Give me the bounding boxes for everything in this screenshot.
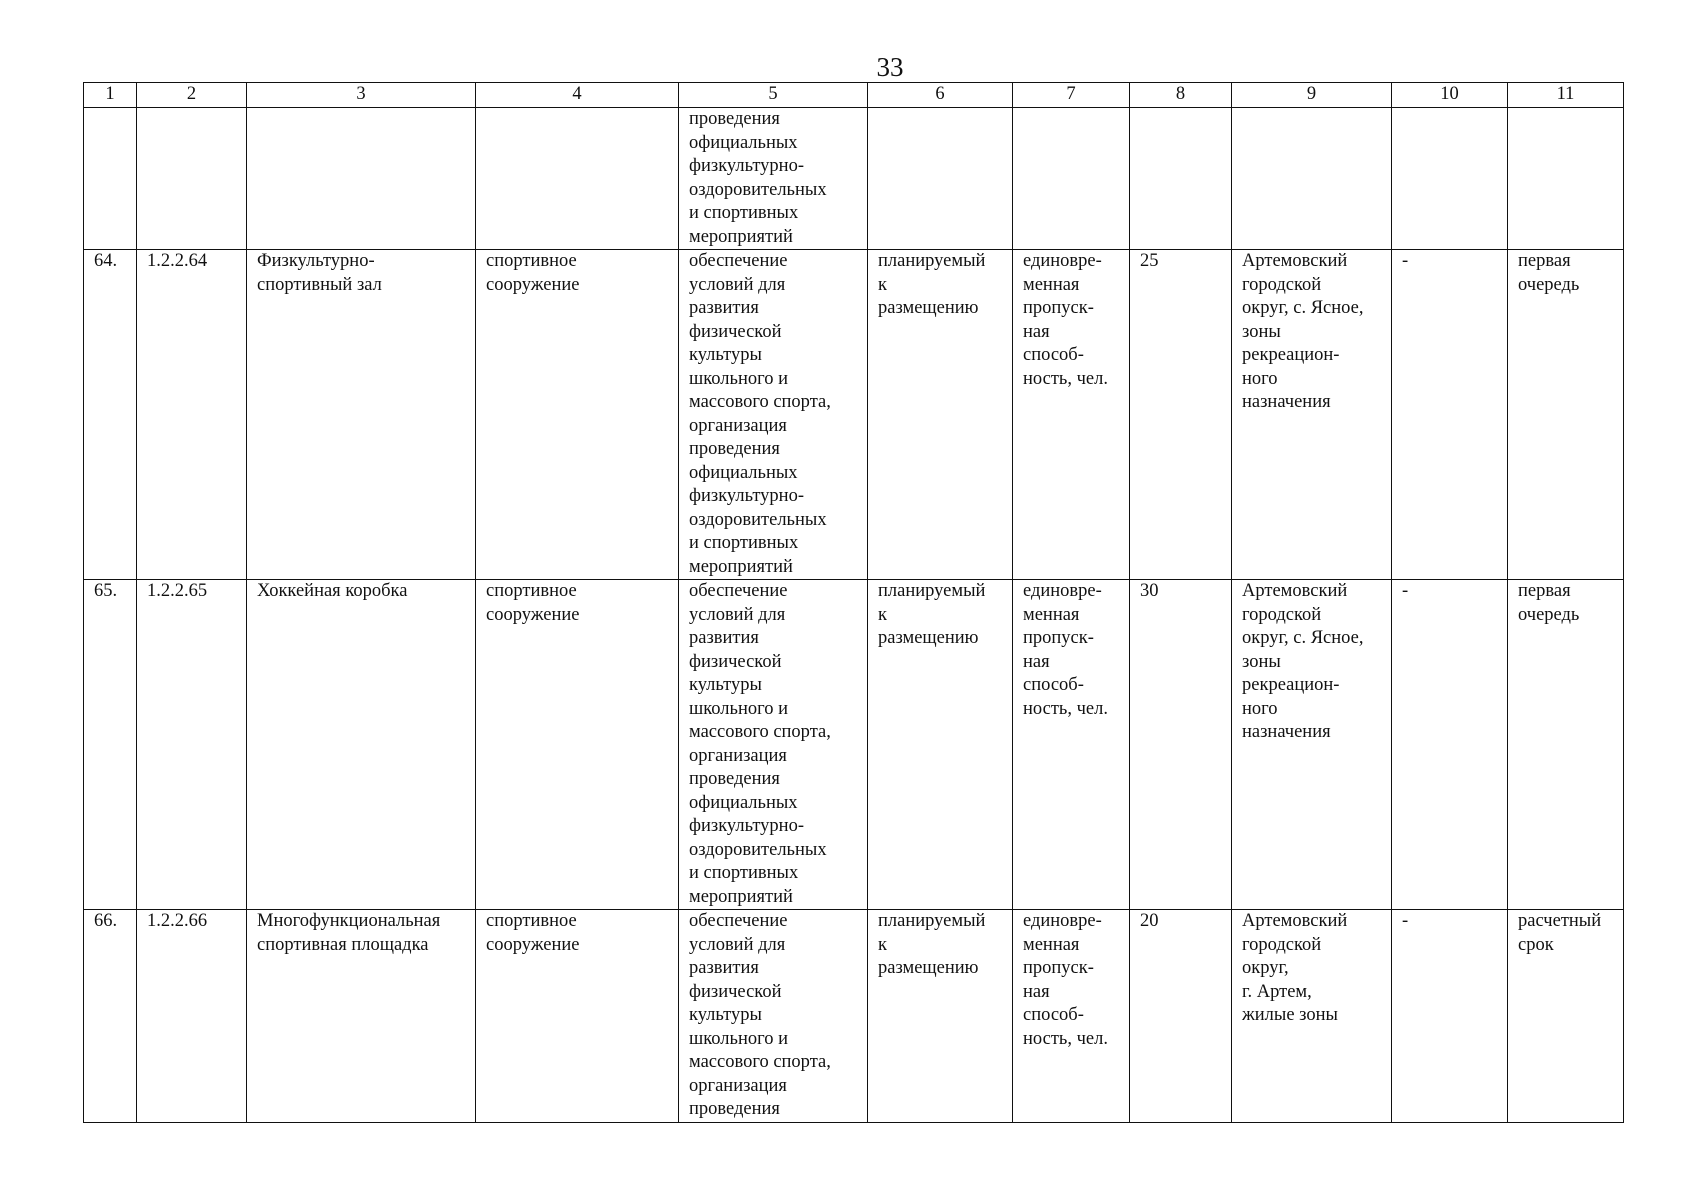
text-line: и спортивных bbox=[689, 203, 799, 223]
text-line: менная bbox=[1023, 934, 1080, 955]
column-number: 5 bbox=[679, 83, 868, 108]
empty-cell bbox=[1392, 108, 1508, 250]
continuation-row bbox=[84, 108, 1624, 250]
capacity-value: 20 bbox=[1130, 910, 1232, 1123]
column-number: 3 bbox=[247, 83, 476, 108]
text-line: культуры bbox=[689, 1005, 762, 1025]
text-line: пропуск- bbox=[1023, 628, 1094, 648]
text-line: единовре- bbox=[1023, 251, 1102, 271]
column-number: 6 bbox=[868, 83, 1013, 108]
text-line: городской bbox=[1242, 934, 1322, 955]
text-line: округ, с. Ясное, bbox=[1242, 628, 1364, 648]
text-line: жилые зоны bbox=[1242, 1005, 1338, 1025]
text-line: массового спорта, bbox=[689, 722, 831, 742]
text-line: условий для bbox=[689, 934, 786, 955]
text-line: физкультурно- bbox=[689, 486, 804, 506]
column-number: 7 bbox=[1013, 83, 1130, 108]
capacity-label bbox=[1013, 250, 1130, 580]
column-number: 10 bbox=[1392, 83, 1508, 108]
text-line: физической bbox=[689, 321, 782, 342]
column-number: 9 bbox=[1232, 83, 1392, 108]
object-location bbox=[1232, 580, 1392, 910]
text-line: условий для bbox=[689, 604, 786, 625]
text-line: физической bbox=[689, 651, 782, 672]
object-name bbox=[247, 250, 476, 580]
empty-cell bbox=[1508, 108, 1624, 250]
text-line: округ, bbox=[1242, 958, 1289, 978]
text-line: спортивное bbox=[486, 251, 577, 271]
object-name bbox=[247, 580, 476, 910]
text-line: городской bbox=[1242, 604, 1322, 625]
column-10-value: - bbox=[1392, 250, 1508, 580]
table-row bbox=[84, 910, 1624, 1123]
text-line: и спортивных bbox=[689, 533, 799, 553]
empty-cell bbox=[137, 108, 247, 250]
empty-cell bbox=[1013, 108, 1130, 250]
capacity-value: 30 bbox=[1130, 580, 1232, 910]
object-name bbox=[247, 910, 476, 1123]
text-line: первая bbox=[1518, 581, 1571, 601]
empty-cell bbox=[247, 108, 476, 250]
object-type bbox=[476, 250, 679, 580]
text-line: планируемый bbox=[878, 251, 986, 271]
column-number: 1 bbox=[84, 83, 137, 108]
text-line: развития bbox=[689, 958, 759, 978]
text-line: назначения bbox=[1242, 722, 1331, 742]
text-line: планируемый bbox=[878, 911, 986, 931]
empty-cell bbox=[84, 108, 137, 250]
text-line: оздоровительных bbox=[689, 509, 827, 530]
text-line: спортивная площадка bbox=[257, 934, 429, 955]
text-line: проведения bbox=[689, 109, 780, 129]
empty-cell bbox=[868, 108, 1013, 250]
empty-cell bbox=[1130, 108, 1232, 250]
text-line: размещению bbox=[878, 298, 979, 318]
text-line: оздоровительных bbox=[689, 839, 827, 860]
row-number: 64. bbox=[84, 250, 137, 580]
text-line: способ- bbox=[1023, 675, 1084, 695]
text-line: спортивное bbox=[486, 581, 577, 601]
text-line: официальных bbox=[689, 792, 798, 813]
text-line: проведения bbox=[689, 769, 780, 789]
column-number-row bbox=[84, 83, 1624, 108]
text-line: Артемовский bbox=[1242, 911, 1348, 931]
text-line: ная bbox=[1023, 651, 1050, 672]
text-line: школьного и bbox=[689, 698, 789, 719]
facilities-table bbox=[83, 82, 1624, 1123]
text-line: к bbox=[878, 934, 887, 955]
text-line: школьного и bbox=[689, 1028, 789, 1049]
text-line: культуры bbox=[689, 675, 762, 695]
text-line: развития bbox=[689, 298, 759, 318]
text-line: оздоровительных bbox=[689, 179, 827, 200]
object-purpose bbox=[679, 580, 868, 910]
object-status bbox=[868, 250, 1013, 580]
text-line: рекреацион- bbox=[1242, 675, 1340, 695]
object-type bbox=[476, 580, 679, 910]
object-status bbox=[868, 910, 1013, 1123]
text-line: зоны bbox=[1242, 651, 1281, 672]
text-line: пропуск- bbox=[1023, 958, 1094, 978]
text-line: способ- bbox=[1023, 345, 1084, 365]
column-number: 2 bbox=[137, 83, 247, 108]
text-line: городской bbox=[1242, 274, 1322, 295]
page-number: 33 bbox=[876, 52, 904, 82]
text-line: срок bbox=[1518, 934, 1554, 955]
text-line: официальных bbox=[689, 462, 798, 483]
text-line: культуры bbox=[689, 345, 762, 365]
table-row bbox=[84, 250, 1624, 580]
text-line: физкультурно- bbox=[689, 156, 804, 176]
text-line: ная bbox=[1023, 981, 1050, 1002]
text-line: менная bbox=[1023, 604, 1080, 625]
empty-cell bbox=[1232, 108, 1392, 250]
text-line: ного bbox=[1242, 368, 1278, 389]
text-line: Артемовский bbox=[1242, 581, 1348, 601]
text-line: проведения bbox=[689, 439, 780, 459]
object-type bbox=[476, 910, 679, 1123]
text-line: мероприятий bbox=[689, 886, 793, 907]
object-code: 1.2.2.64 bbox=[137, 250, 247, 580]
implementation-term bbox=[1508, 250, 1624, 580]
text-line: единовре- bbox=[1023, 581, 1102, 601]
text-line: зоны bbox=[1242, 321, 1281, 342]
text-line: обеспечение bbox=[689, 251, 788, 271]
text-line: единовре- bbox=[1023, 911, 1102, 931]
text-line: расчетный bbox=[1518, 911, 1602, 931]
text-line: организация bbox=[689, 415, 787, 436]
text-line: г. Артем, bbox=[1242, 981, 1312, 1002]
text-line: мероприятий bbox=[689, 556, 793, 577]
text-line: организация bbox=[689, 1075, 787, 1096]
purpose-cell bbox=[679, 108, 868, 250]
column-10-value: - bbox=[1392, 910, 1508, 1123]
text-line: менная bbox=[1023, 274, 1080, 295]
text-line: спортивное bbox=[486, 911, 577, 931]
text-line: проведения bbox=[689, 1099, 780, 1119]
object-status bbox=[868, 580, 1013, 910]
text-line: массового спорта, bbox=[689, 1052, 831, 1072]
text-line: физкультурно- bbox=[689, 816, 804, 836]
text-line: физической bbox=[689, 981, 782, 1002]
text-line: рекреацион- bbox=[1242, 345, 1340, 365]
capacity-value: 25 bbox=[1130, 250, 1232, 580]
text-line: способ- bbox=[1023, 1005, 1084, 1025]
object-location bbox=[1232, 250, 1392, 580]
text-line: обеспечение bbox=[689, 911, 788, 931]
text-line: развития bbox=[689, 628, 759, 648]
text-line: школьного и bbox=[689, 368, 789, 389]
text-line: ного bbox=[1242, 698, 1278, 719]
text-line: организация bbox=[689, 745, 787, 766]
row-number: 66. bbox=[84, 910, 137, 1123]
object-purpose bbox=[679, 250, 868, 580]
text-line: массового спорта, bbox=[689, 392, 831, 412]
text-line: Артемовский bbox=[1242, 251, 1348, 271]
text-line: ность, чел. bbox=[1023, 1028, 1108, 1049]
object-location bbox=[1232, 910, 1392, 1123]
text-line: Физкультурно- bbox=[257, 251, 375, 271]
text-line: ная bbox=[1023, 321, 1050, 342]
column-number: 8 bbox=[1130, 83, 1232, 108]
object-purpose bbox=[679, 910, 868, 1123]
text-line: ность, чел. bbox=[1023, 368, 1108, 389]
column-10-value: - bbox=[1392, 580, 1508, 910]
capacity-label bbox=[1013, 910, 1130, 1123]
text-line: обеспечение bbox=[689, 581, 788, 601]
text-line: назначения bbox=[1242, 392, 1331, 412]
text-line: округ, с. Ясное, bbox=[1242, 298, 1364, 318]
text-line: сооружение bbox=[486, 274, 580, 295]
column-number: 4 bbox=[476, 83, 679, 108]
text-line: мероприятий bbox=[689, 226, 793, 247]
text-line: первая bbox=[1518, 251, 1571, 271]
text-line: спортивный зал bbox=[257, 274, 382, 295]
text-line: официальных bbox=[689, 132, 798, 153]
text-line: размещению bbox=[878, 628, 979, 648]
object-code: 1.2.2.65 bbox=[137, 580, 247, 910]
empty-cell bbox=[476, 108, 679, 250]
text-line: очередь bbox=[1518, 604, 1580, 625]
capacity-label bbox=[1013, 580, 1130, 910]
text-line: ность, чел. bbox=[1023, 698, 1108, 719]
text-line: Хоккейная коробка bbox=[257, 581, 408, 601]
text-line: планируемый bbox=[878, 581, 986, 601]
row-number: 65. bbox=[84, 580, 137, 910]
column-number: 11 bbox=[1508, 83, 1624, 108]
text-line: пропуск- bbox=[1023, 298, 1094, 318]
text-line: Многофункциональная bbox=[257, 911, 441, 931]
text-line: сооружение bbox=[486, 604, 580, 625]
implementation-term bbox=[1508, 580, 1624, 910]
text-line: к bbox=[878, 604, 887, 625]
text-line: размещению bbox=[878, 958, 979, 978]
text-line: очередь bbox=[1518, 274, 1580, 295]
text-line: и спортивных bbox=[689, 863, 799, 883]
implementation-term bbox=[1508, 910, 1624, 1123]
text-line: условий для bbox=[689, 274, 786, 295]
text-line: сооружение bbox=[486, 934, 580, 955]
table-row bbox=[84, 580, 1624, 910]
text-line: к bbox=[878, 274, 887, 295]
object-code: 1.2.2.66 bbox=[137, 910, 247, 1123]
